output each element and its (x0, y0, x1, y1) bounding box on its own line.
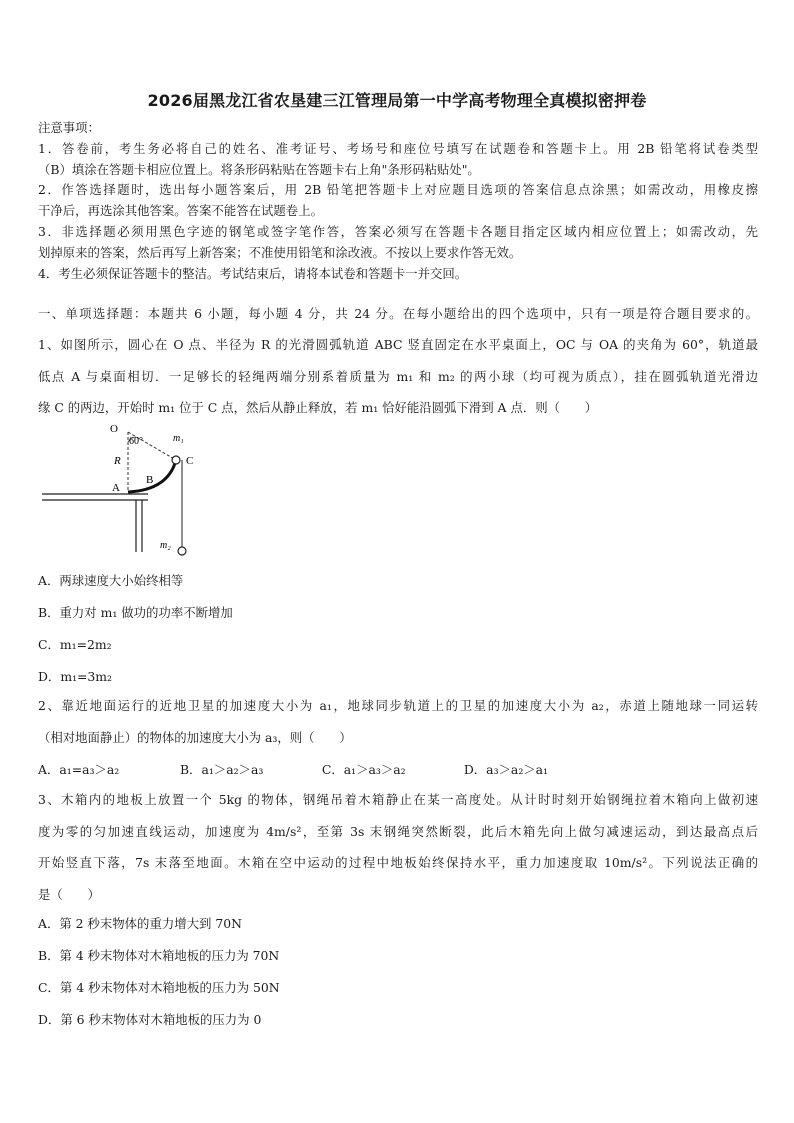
section-text: 一、单项选择题：本题共 6 小题，每小题 4 分，共 24 分。在每小题给出的四个选项中，只有一项是符合题目要求的。 (38, 306, 758, 321)
notes-line: 4．考生必须保证答题卡的整洁。考试结束后，请将本试卷和答题卡一并交回。 (38, 265, 468, 281)
label-o: O (110, 423, 118, 435)
notes-heading: 注意事项： (38, 120, 100, 135)
q1-figure (40, 418, 200, 556)
ball-m2 (178, 547, 186, 555)
q2-line: （相对地面静止）的物体的加速度大小为 a₃，则（ ） (38, 729, 352, 745)
label-a: A (112, 482, 120, 494)
question-3-stem (38, 784, 758, 910)
q1-option-c: C．m₁=2m₂ (38, 637, 112, 652)
q3-option-d: D．第 6 秒末物体对木箱地板的压力为 0 (38, 1012, 262, 1027)
notes-line: 2．作答选择题时，选出每小题答案后，用 2B 铅笔把答题卡上对应题目选项的答案信息点涂黑；如需改动，用橡皮擦 (38, 182, 758, 198)
section-heading (38, 298, 758, 330)
q1-line: 1、如图所示，圆心在 O 点、半径为 R 的光滑圆弧轨道 ABC 竖直固定在水平桌面上，OC 与 OA 的夹角为 60°，轨道最 (38, 337, 758, 352)
notes-line: 3．非选择题必须用黑色字迹的钢笔或签字笔作答，答案必须写在答题卡各题目指定区域内相应位置上；如需改动，先 (38, 223, 758, 239)
q1-option-a: A．两球速度大小始终相等 (38, 573, 184, 588)
q1-line: 缘 C 的两边，开始时 m₁ 位于 C 点，然后从静止释放，若 m₁ 恰好能沿圆弧下滑到 A 点．则（ ） (38, 400, 598, 415)
q2-line: 2、靠近地面运行的近地卫星的加速度大小为 a₁，地球同步轨道上的卫星的加速度大小为 a₂，赤道上随地球一同运转 (38, 698, 758, 713)
question-2-stem (38, 690, 758, 753)
q3-line: 3、木箱内的地板上放置一个 5kg 的物体，钢绳吊着木箱静止在某一高度处。从计时时刻开始钢绳拉着木箱向上做初速 (38, 792, 758, 807)
q1-line: 低点 A 与桌面相切．一足够长的轻绳两端分别系着质量为 m₁ 和 m₂ 的两小球（均可视为质点），挂在圆弧轨道光滑边 (38, 368, 758, 384)
q3-line: 是（ ） (38, 886, 100, 902)
label-c: C (186, 455, 194, 467)
label-angle: 60° (129, 436, 143, 447)
notes-section (38, 118, 758, 284)
q2-option-a: A．a₁=a₃＞a₂ (38, 762, 120, 777)
exam-title: 2026届黑龙江省农垦建三江管理局第一中学高考物理全真模拟密押卷 (147, 91, 647, 110)
q3-line: 度为零的匀加速直线运动，加速度为 4m/s²，至第 3s 末钢绳突然断裂，此后木箱先向上做匀减速运动，到达最高点后 (38, 823, 758, 839)
label-b: B (146, 474, 154, 486)
ball-m1 (172, 456, 180, 464)
q3-option-c: C．第 4 秒末物体对木箱地板的压力为 50N (38, 980, 280, 995)
q3-option-a: A．第 2 秒末物体的重力增大到 70N (38, 916, 242, 931)
q2-option-b: B．a₁＞a₂＞a₃ (179, 762, 264, 777)
notes-line: （B）填涂在答题卡相应位置上。将条形码粘贴在答题卡右上角"条形码粘贴处"。 (38, 161, 480, 177)
label-r: R (114, 455, 121, 467)
q2-options (38, 760, 758, 778)
question-1-stem (38, 329, 758, 424)
q1-option-b: B．重力对 m₁ 做功的功率不断增加 (38, 605, 233, 620)
label-m1: m₁ (173, 433, 184, 444)
q3-line: 开始竖直下落，7s 末落至地面。木箱在空中运动的过程中地板始终保持水平，重力加速度取 10m/s²。下列说法正确的 (38, 855, 758, 870)
q3-option-b: B．第 4 秒末物体对木箱地板的压力为 70N (38, 948, 280, 963)
q2-option-c: C．a₁＞a₃＞a₂ (321, 762, 406, 777)
notes-line: 划掉原来的答案，然后再写上新答案；不准使用铅笔和涂改液。不按以上要求作答无效。 (38, 244, 522, 260)
notes-line: 1．答卷前，考生务必将自己的姓名、准考证号、考场号和座位号填写在试题卷和答题卡上。用 2B 铅笔将试卷类型 (38, 140, 758, 156)
q1-option-d: D．m₁=3m₂ (38, 669, 113, 684)
q2-option-d: D．a₃＞a₂＞a₁ (463, 762, 549, 777)
notes-line: 干净后，再选涂其他答案。答案不能答在试题卷上。 (38, 203, 323, 219)
label-m2: m₂ (160, 540, 171, 551)
